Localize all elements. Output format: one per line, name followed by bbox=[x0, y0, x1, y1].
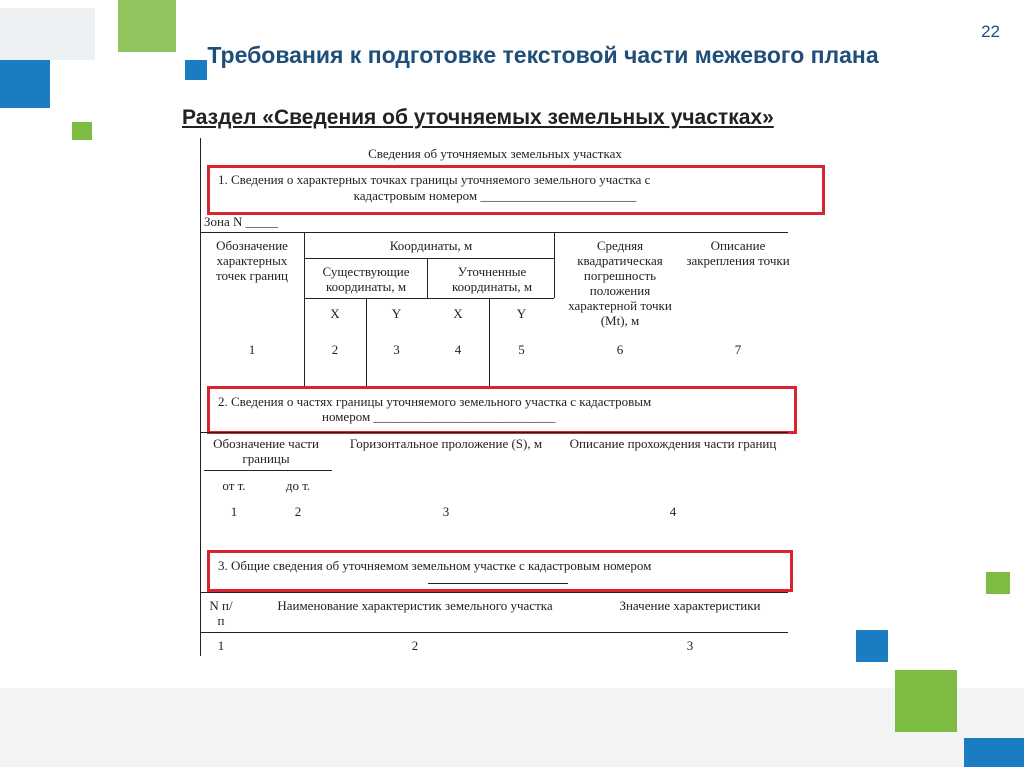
col-num: 1 bbox=[230, 504, 238, 519]
col-num: 2 bbox=[331, 342, 339, 357]
col-num: 7 bbox=[734, 342, 742, 357]
y-label: Y bbox=[391, 306, 402, 321]
col-characteristic-value: Значение характеристики bbox=[619, 598, 761, 613]
col-num: 3 bbox=[442, 504, 450, 519]
decor-square bbox=[72, 122, 92, 140]
col-to: до т. bbox=[285, 478, 311, 493]
slide-number: 22 bbox=[981, 22, 1000, 41]
section1-title: 1. Сведения о характерных точках границы уточняемого земельного участка с bbox=[218, 172, 651, 187]
col-num: 3 bbox=[686, 638, 694, 653]
x-label: X bbox=[330, 306, 340, 321]
table-line bbox=[200, 632, 788, 633]
col-refined: Уточненные координаты, м bbox=[451, 264, 533, 294]
col-part-description: Описание прохождения части границ bbox=[569, 436, 777, 451]
slide-title: Требования к подготовке текстовой части межевого плана bbox=[207, 42, 879, 68]
decor-band bbox=[0, 688, 1024, 767]
col-horizontal: Горизонтальное проложение (S), м bbox=[349, 436, 543, 451]
section1-title-line2: кадастровым номером ________________________ bbox=[353, 188, 637, 203]
y-label: Y bbox=[516, 306, 527, 321]
section2-title: 2. Сведения о частях границы уточняемого земельного участка с кадастровым bbox=[218, 394, 652, 409]
col-designation: Обозначение характерных точек границ bbox=[215, 238, 289, 283]
col-existing: Существующие координаты, м bbox=[322, 264, 410, 294]
table-line bbox=[304, 298, 554, 299]
col-part-designation: Обозначение части границы bbox=[213, 436, 319, 466]
col-num: 4 bbox=[454, 342, 462, 357]
table-line bbox=[427, 258, 428, 298]
table-line bbox=[554, 232, 555, 298]
col-error: Средняя квадратическая погрешность положения характерной точки (Mt), м bbox=[568, 238, 672, 328]
col-num: 1 bbox=[217, 638, 225, 653]
border-left bbox=[200, 138, 201, 656]
document-scan bbox=[200, 138, 830, 658]
col-num: 6 bbox=[616, 342, 624, 357]
table-line bbox=[200, 432, 788, 433]
table-line bbox=[200, 232, 788, 233]
decor-square bbox=[964, 738, 1024, 767]
decor-square bbox=[986, 572, 1010, 594]
col-num: 2 bbox=[294, 504, 302, 519]
decor-square bbox=[856, 630, 888, 662]
section3-title: 3. Общие сведения об уточняемом земельном участке с кадастровым номером bbox=[218, 558, 652, 573]
col-num: 2 bbox=[411, 638, 419, 653]
col-coords: Координаты, м bbox=[389, 238, 473, 253]
zone-label: Зона N _____ bbox=[204, 214, 279, 229]
col-num: 1 bbox=[248, 342, 256, 357]
col-characteristic-name: Наименование характеристик земельного участка bbox=[277, 598, 553, 613]
document-heading: Сведения об уточняемых земельных участках bbox=[368, 146, 622, 161]
section-subtitle: Раздел «Сведения об уточняемых земельных участках» bbox=[182, 106, 774, 129]
col-from: от т. bbox=[222, 478, 246, 493]
table-line bbox=[428, 583, 568, 584]
section2-title-line2: номером ____________________________ bbox=[322, 409, 556, 424]
table-line bbox=[200, 592, 788, 593]
table-line bbox=[304, 258, 554, 259]
col-row-number: N п/п bbox=[209, 598, 233, 628]
col-num: 3 bbox=[393, 342, 400, 357]
decor-square bbox=[0, 58, 50, 108]
col-description: Описание закрепления точки bbox=[686, 238, 790, 268]
decor-square bbox=[0, 8, 95, 60]
col-num: 5 bbox=[518, 342, 525, 357]
col-num: 4 bbox=[669, 504, 677, 519]
x-label: X bbox=[453, 306, 463, 321]
decor-square bbox=[895, 670, 957, 732]
table-line bbox=[204, 470, 332, 471]
